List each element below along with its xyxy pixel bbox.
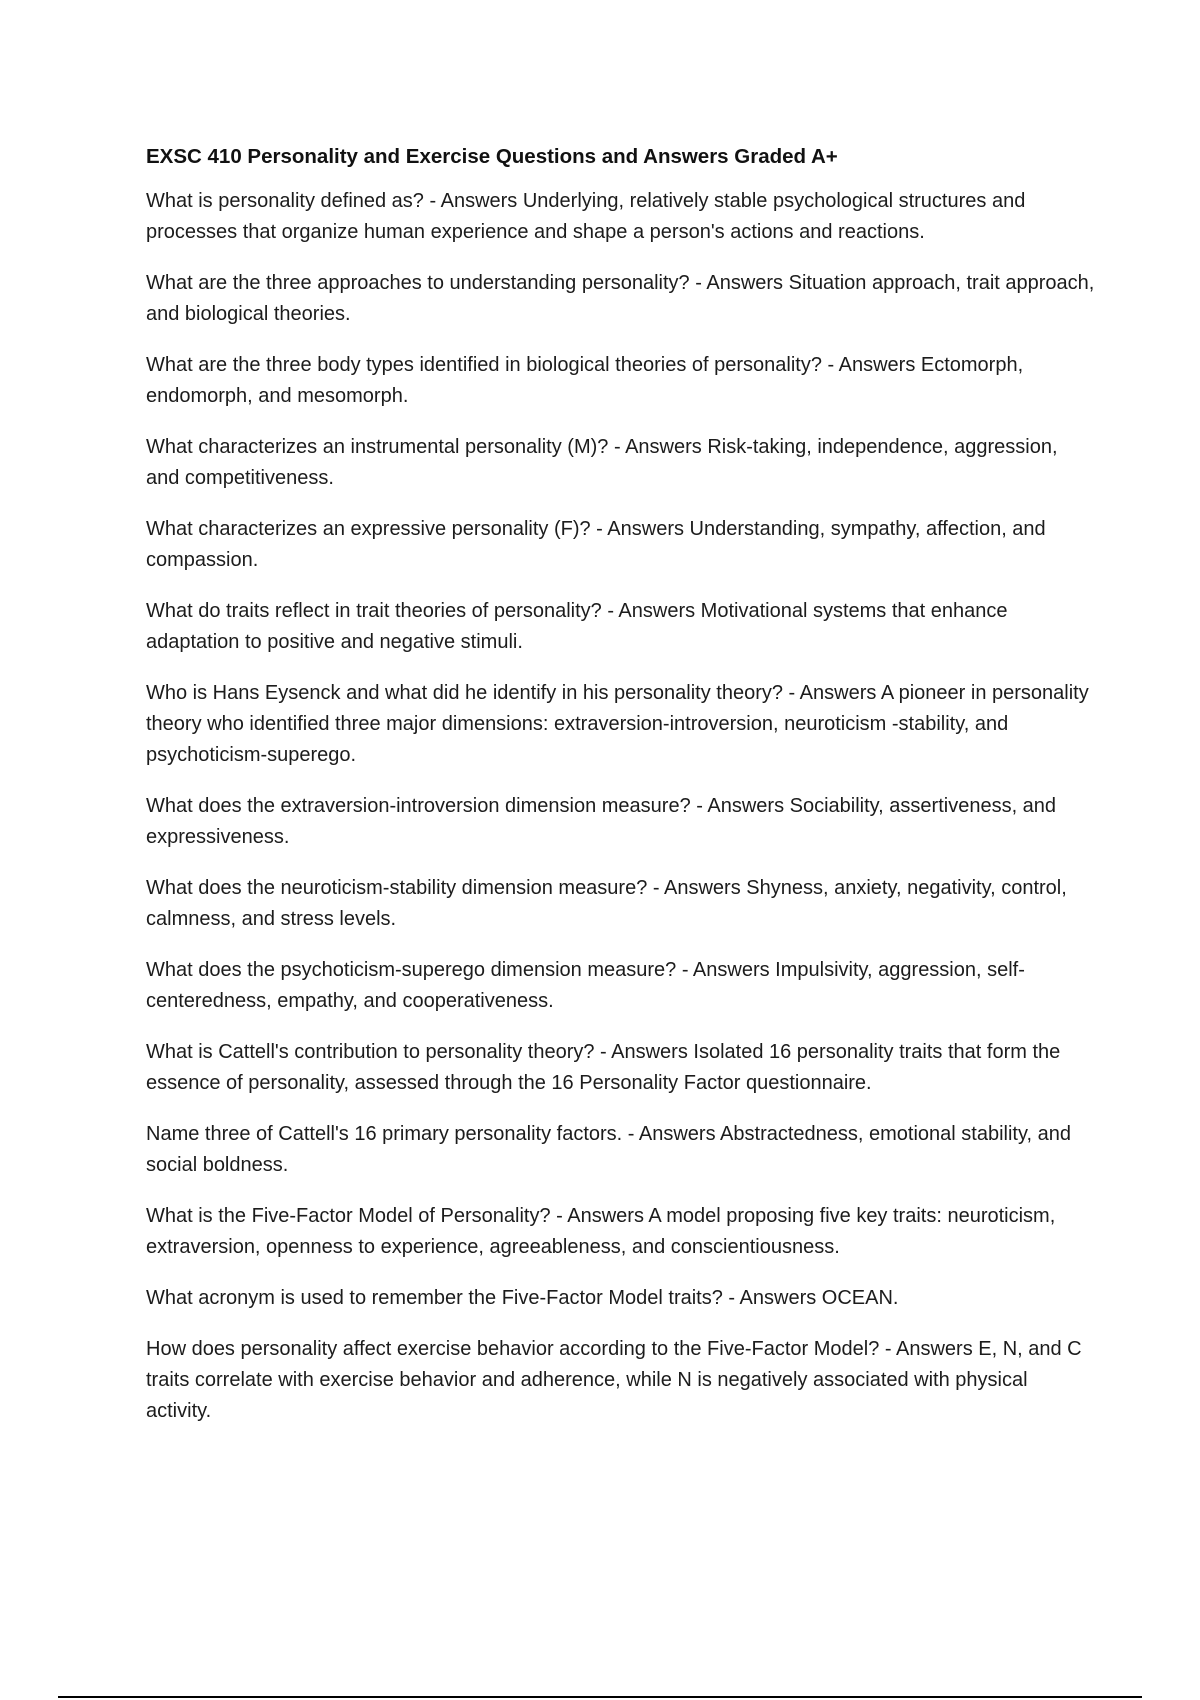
qa-item-2: What are the three approaches to understanding personality? - Answers Situation approach, trait approach, and biological theories. [146, 272, 1095, 325]
qa-item-9: What does the neuroticism-stability dimension measure? - Answers Shyness, anxiety, negativity, control, calmness, and stress levels. [146, 877, 1067, 930]
qa-item-10: What does the psychoticism-superego dimension measure? - Answers Impulsivity, aggression, self-centeredness, empathy, and cooperativeness. [146, 959, 1025, 1012]
qa-item-15: How does personality affect exercise behavior according to the Five-Factor Model? - Answers E, N, and C traits correlate with exercise behavior and adherence, while N is negatively associated with physical activity. [146, 1338, 1082, 1422]
qa-item-13: What is the Five-Factor Model of Personality? - Answers A model proposing five key traits: neuroticism, extraversion, openness to experience, agreeableness, and conscientiousness. [146, 1205, 1056, 1258]
document-page [146, 142, 1096, 1447]
qa-list [146, 186, 1096, 1427]
footer-divider [58, 1696, 1142, 1698]
qa-item-1: What is personality defined as? - Answers Underlying, relatively stable psychological structures and processes that organize human experience and shape a person's actions and reactions. [146, 190, 1026, 243]
qa-item-12: Name three of Cattell's 16 primary personality factors. - Answers Abstractedness, emotional stability, and social boldness. [146, 1123, 1071, 1176]
qa-item-6: What do traits reflect in trait theories of personality? - Answers Motivational systems that enhance adaptation to positive and negative stimuli. [146, 600, 1008, 653]
qa-item-7: Who is Hans Eysenck and what did he identify in his personality theory? - Answers A pioneer in personality theory who identified three major dimensions: extraversion-introversion, neuroticism -stability, and psychoticism-superego. [146, 682, 1089, 766]
qa-item-5: What characterizes an expressive personality (F)? - Answers Understanding, sympathy, affection, and compassion. [146, 518, 1046, 571]
qa-item-3: What are the three body types identified in biological theories of personality? - Answers Ectomorph, endomorph, and mesomorph. [146, 354, 1024, 407]
qa-item-4: What characterizes an instrumental personality (M)? - Answers Risk-taking, independence, aggression, and competitiveness. [146, 436, 1058, 489]
document-title: EXSC 410 Personality and Exercise Questions and Answers Graded A+ [146, 145, 838, 168]
qa-item-14: What acronym is used to remember the Five-Factor Model traits? - Answers OCEAN. [146, 1287, 899, 1309]
qa-item-11: What is Cattell's contribution to personality theory? - Answers Isolated 16 personality traits that form the essence of personality, assessed through the 16 Personality Factor questionnaire. [146, 1041, 1061, 1094]
qa-item-8: What does the extraversion-introversion dimension measure? - Answers Sociability, assertiveness, and expressiveness. [146, 795, 1057, 848]
